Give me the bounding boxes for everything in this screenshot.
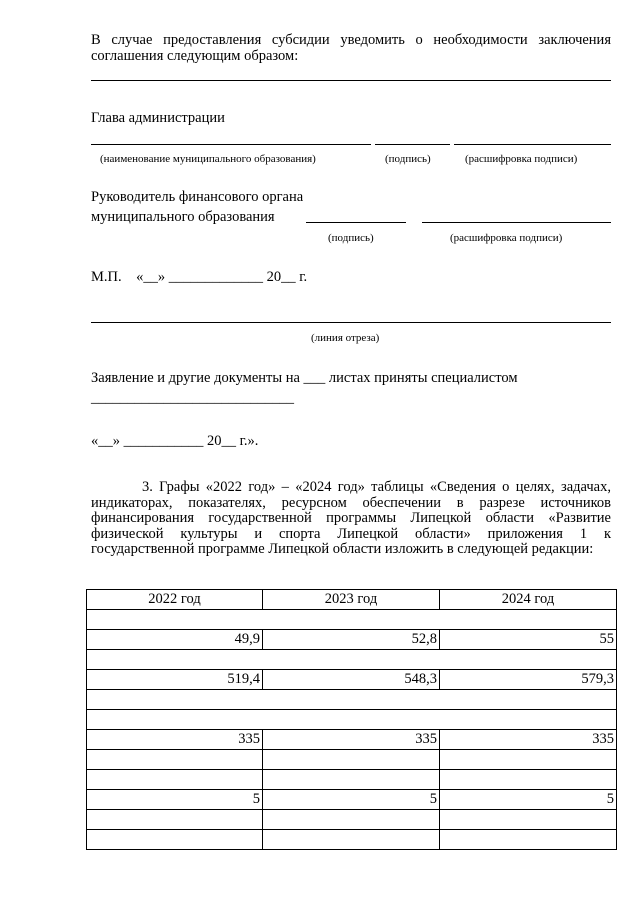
table-row xyxy=(87,730,617,750)
finance-signature-line xyxy=(306,222,406,223)
head-decoding-line xyxy=(454,144,611,145)
table-merged-cell xyxy=(87,650,617,670)
table-cell xyxy=(440,750,617,770)
table-header-cell: 2024 год xyxy=(440,590,617,610)
table-cell: 335 xyxy=(87,730,263,750)
table-row xyxy=(87,610,617,630)
table-row xyxy=(87,810,617,830)
head-municipality-line xyxy=(91,144,371,145)
table-cell xyxy=(263,770,440,790)
receipt-line-2: ____________________________ xyxy=(91,390,294,406)
table-header-cell: 2023 год xyxy=(263,590,440,610)
table-merged-cell xyxy=(87,710,617,730)
head-decoding-label: (расшифровка подписи) xyxy=(465,153,578,165)
finance-decoding-line xyxy=(422,222,611,223)
table-row xyxy=(87,630,617,650)
table-cell: 335 xyxy=(440,730,617,750)
table-row xyxy=(87,710,617,730)
receipt-line-1: Заявление и другие документы на ___ листах приняты специалистом xyxy=(91,370,518,386)
table-cell xyxy=(87,830,263,850)
table-header-row xyxy=(87,590,617,610)
head-title: Глава администрации xyxy=(91,110,225,126)
notice-line-2: соглашения следующим образом: xyxy=(91,48,299,64)
table-cell xyxy=(263,830,440,850)
cut-line xyxy=(91,322,611,323)
head-signature-line xyxy=(375,144,450,145)
notice-line-1: В случае предоставления субсидии уведомить о необходимости заключения xyxy=(91,32,611,48)
table-cell xyxy=(87,770,263,790)
table-row xyxy=(87,770,617,790)
table-cell: 335 xyxy=(263,730,440,750)
head-signature-label: (подпись) xyxy=(385,153,431,165)
table-cell: 579,3 xyxy=(440,670,617,690)
table-cell xyxy=(263,750,440,770)
stamp-date: М.П. «__» _____________ 20__ г. xyxy=(91,269,308,285)
table-row xyxy=(87,670,617,690)
table-cell: 5 xyxy=(440,790,617,810)
table-cell: 5 xyxy=(87,790,263,810)
table-row xyxy=(87,690,617,710)
table-row xyxy=(87,790,617,810)
finance-signature-label: (подпись) xyxy=(328,232,374,244)
table-cell xyxy=(87,750,263,770)
head-municipality-label: (наименование муниципального образования) xyxy=(100,153,316,165)
table-cell: 55 xyxy=(440,630,617,650)
data-table xyxy=(86,589,617,850)
finance-title-line-2: муниципального образования xyxy=(91,209,275,225)
table-merged-cell xyxy=(87,610,617,630)
table-cell xyxy=(440,770,617,790)
finance-title-line-1: Руководитель финансового органа xyxy=(91,189,304,205)
table-row xyxy=(87,650,617,670)
table-header-cell: 2022 год xyxy=(87,590,263,610)
cut-line-label: (линия отреза) xyxy=(311,332,380,344)
table-cell: 548,3 xyxy=(263,670,440,690)
table-cell: 5 xyxy=(263,790,440,810)
table-cell: 52,8 xyxy=(263,630,440,650)
receipt-date: «__» ___________ 20__ г.». xyxy=(91,433,259,449)
table-cell xyxy=(440,810,617,830)
notice-fill-line xyxy=(91,80,611,81)
table-cell: 519,4 xyxy=(87,670,263,690)
table-cell: 49,9 xyxy=(87,630,263,650)
table-cell xyxy=(440,830,617,850)
table-row xyxy=(87,830,617,850)
table-cell xyxy=(263,810,440,830)
table-row xyxy=(87,750,617,770)
table-merged-cell xyxy=(87,690,617,710)
table-cell xyxy=(87,810,263,830)
finance-decoding-label: (расшифровка подписи) xyxy=(450,232,563,244)
paragraph-3: 3. Графы «2022 год» – «2024 год» таблицы «Сведения о целях, задачах, индикаторах, показателях, ресурсном обеспечении в разрезе источников финансирования государственной программы Липецкой области «Развитие физической культуры и спорта Липецкой области» приложения 1 к государственной программе Липецкой области изложить в следующей редакции: xyxy=(91,479,611,557)
